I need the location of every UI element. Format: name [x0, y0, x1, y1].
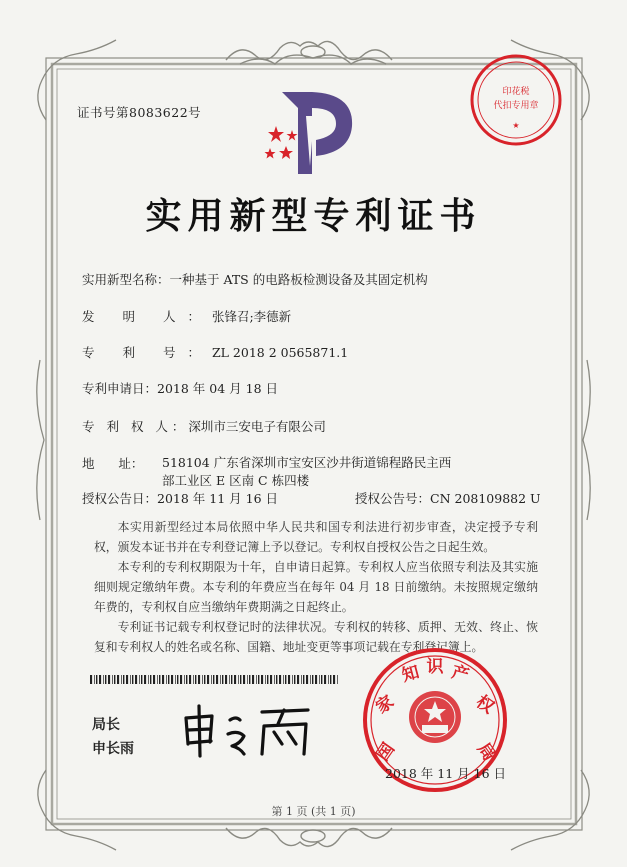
field-utility-model-name [82, 270, 428, 288]
field-value: 2018 年 04 月 18 日 [157, 381, 279, 396]
paragraph: 本实用新型经过本局依照中华人民共和国专利法进行初步审查，决定授予专利权，颁发本证书并在专利登记簿上予以登记。专利权自授权公告之日起生效。 [94, 520, 538, 554]
field-patent-number [82, 343, 348, 361]
field-label: 专利申请日： [82, 381, 158, 396]
field-label: 授权公告号： [355, 491, 431, 506]
paragraph: 专利证书记载专利权登记时的法律状况。专利权的转移、质押、无效、终止、恢复和专利权人的姓名或名称、国籍、地址变更等事项记载在专利登记簿上。 [94, 620, 538, 654]
page-title: 实用新型专利证书 [145, 195, 482, 237]
field-value: 张锋召;李德新 [211, 309, 292, 324]
field-label: 发 明 人： [82, 309, 212, 324]
barcode-icon [90, 675, 340, 684]
issue-date: 2018 年 11 月 16 日 [385, 766, 506, 781]
field-label: 专 利 号： [82, 345, 212, 360]
field-value: 2018 年 11 月 16 日 [157, 491, 279, 506]
signatory-title: 局长 [92, 717, 120, 733]
field-grant-announcement-number [355, 489, 541, 507]
svg-text:★: ★ [512, 121, 520, 130]
page-footer: 第 1 页 (共 1 页) [271, 805, 356, 818]
field-value: 深圳市三安电子有限公司 [188, 419, 326, 434]
field-label: 授权公告日： [82, 491, 158, 506]
field-grant-announcement-date [82, 489, 278, 507]
paragraph: 本专利的专利权期限为十年，自申请日起算。专利权人应当依照专利法及其实施细则规定缴纳年费。本专利的年费应当在每年 04 月 18 日前缴纳。未按照规定缴纳年费的，专利权自应当缴纳年费期满之日起终止。 [94, 560, 538, 614]
svg-text:局: 局 [473, 739, 500, 765]
field-value: 518104 广东省深圳市宝安区沙井街道锦程路民主西部工业区 E 区南 C 栋四楼 [162, 455, 452, 488]
svg-text:权: 权 [472, 691, 498, 718]
cnipa-logo-icon [262, 86, 362, 178]
svg-text:识: 识 [426, 657, 444, 677]
field-patentee [82, 417, 326, 435]
certificate-number: 证书号第8083622号 [77, 105, 202, 120]
svg-text:代扣专用章: 代扣专用章 [493, 101, 539, 111]
field-value: CN 208109882 U [430, 491, 541, 506]
field-label: 地 址： [82, 456, 144, 471]
field-inventor [82, 307, 291, 325]
svg-text:产: 产 [449, 662, 472, 687]
field-address [82, 454, 482, 490]
field-value: 一种基于 ATS 的电路板检测设备及其固定机构 [169, 272, 428, 287]
handwritten-signature-icon [178, 700, 328, 760]
svg-text:国: 国 [372, 739, 399, 765]
tax-stamp-icon [466, 50, 566, 150]
svg-text:知: 知 [399, 662, 422, 687]
field-label: 专 利 权 人： [82, 419, 189, 434]
svg-text:家: 家 [372, 691, 398, 718]
field-value: ZL 2018 2 0565871.1 [211, 345, 349, 360]
certificate-body-text [94, 517, 538, 657]
signatory-name: 申长雨 [92, 741, 134, 757]
field-application-date [82, 379, 278, 397]
field-label: 实用新型名称： [82, 272, 170, 287]
svg-text:印花税: 印花税 [502, 87, 530, 97]
